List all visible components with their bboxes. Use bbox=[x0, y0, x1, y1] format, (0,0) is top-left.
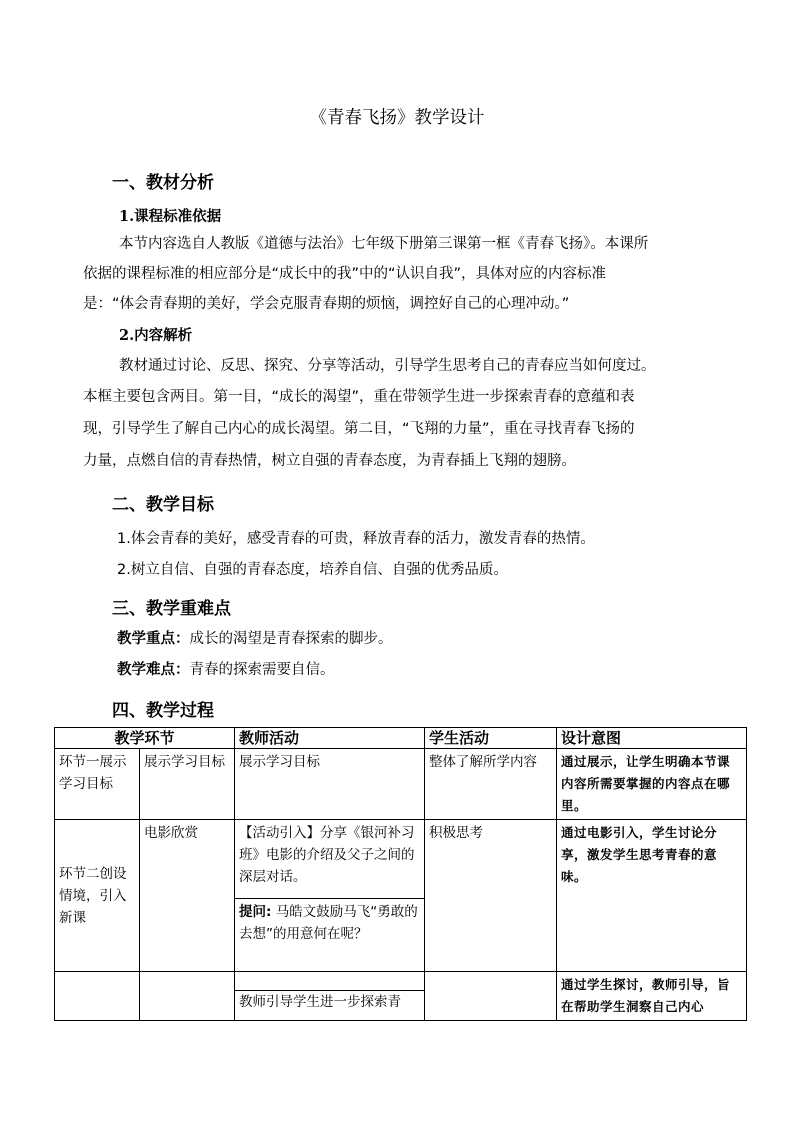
sub-stage-cell: 电影欣赏 bbox=[140, 820, 235, 972]
subheading-curriculum: 1.课程标准依据 bbox=[119, 208, 222, 225]
paragraph-line: 本节内容选自人教版《道德与法治》七年级下册第三课第一框《青春飞扬》。本课所 bbox=[119, 236, 649, 252]
difficult-point bbox=[117, 658, 335, 679]
question-text: 马皓文鼓励马飞“勇敢的去想”的用意何在呢？ bbox=[239, 904, 418, 942]
table-row bbox=[55, 820, 747, 972]
teaching-process-table bbox=[54, 727, 747, 1021]
teacher-activity-intro: 【活动引入】分享《银河补习班》电影的介绍及父子之间的深层对话。 bbox=[239, 825, 415, 885]
stage-cell: 环节二创设情境，引入新课 bbox=[55, 820, 140, 972]
teacher-cell bbox=[235, 820, 425, 972]
key-point-label: 教学重点： bbox=[117, 631, 190, 647]
teacher-cell bbox=[235, 972, 425, 1021]
section-heading-goals: 二、教学目标 bbox=[112, 495, 214, 515]
paragraph-line: 是：“体会青春期的美好，学会克服青春期的烦恼，调控好自己的心理冲动。” bbox=[83, 296, 570, 312]
student-cell: 整体了解所学内容 bbox=[425, 749, 557, 820]
subheading-content: 2.内容解析 bbox=[119, 327, 193, 344]
difficult-point-text: 青春的探索需要自信。 bbox=[189, 662, 335, 678]
header-stage: 教学环节 bbox=[55, 728, 235, 749]
header-teacher: 教师活动 bbox=[235, 728, 425, 749]
teacher-cell: 展示学习目标 bbox=[235, 749, 425, 820]
paragraph-line: 现，引导学生了解自己内心的成长渴望。第二目，“飞翔的力量”，重在寻找青春飞扬的 bbox=[83, 421, 635, 437]
section-heading-process: 四、教学过程 bbox=[112, 701, 214, 721]
header-intent: 设计意图 bbox=[557, 728, 747, 749]
student-cell: 积极思考 bbox=[425, 820, 557, 972]
section-heading-key-points: 三、教学重难点 bbox=[112, 599, 231, 619]
sub-stage-cell: 展示学习目标 bbox=[140, 749, 235, 820]
intent-cell: 通过电影引入，学生讨论分享，激发学生思考青春的意味。 bbox=[557, 820, 747, 972]
paragraph-line: 依据的课程标准的相应部分是“成长中的我”中的“认识自我”，具体对应的内容标准 bbox=[83, 266, 607, 282]
document-title: 《青春飞扬》教学设计 bbox=[309, 108, 485, 128]
goal-item: 2.树立自信、自强的青春态度，培养自信、自强的优秀品质。 bbox=[117, 562, 508, 578]
difficult-point-label: 教学难点： bbox=[117, 662, 190, 678]
key-point bbox=[117, 627, 393, 648]
student-cell bbox=[425, 972, 557, 1021]
paragraph-line: 本框主要包含两目。第一目，“成长的渴望”，重在带领学生进一步探索青春的意蕴和表 bbox=[83, 389, 635, 405]
goal-item: 1.体会青春的美好，感受青春的可贵，释放青春的活力，激发青春的热情。 bbox=[117, 531, 595, 547]
key-point-text: 成长的渴望是青春探索的脚步。 bbox=[189, 631, 393, 647]
teacher-activity-question bbox=[235, 898, 424, 969]
paragraph-line: 力量，点燃自信的青春热情，树立自强的青春态度，为青春插上飞翔的翅膀。 bbox=[83, 453, 576, 469]
stage-cell: 环节一展示学习目标 bbox=[55, 749, 140, 820]
teacher-activity-empty bbox=[239, 972, 420, 990]
intent-cell: 通过学生探讨，教师引导，旨在帮助学生洞察自己内心 bbox=[557, 972, 747, 1021]
teacher-activity-explore: 教师引导学生进一步探索青 bbox=[235, 990, 424, 1013]
stage-cell bbox=[55, 972, 140, 1021]
paragraph-line: 教材通过讨论、反思、探究、分享等活动，引导学生思考自己的青春应当如何度过。 bbox=[119, 358, 656, 374]
sub-stage-cell bbox=[140, 972, 235, 1021]
table-header-row bbox=[55, 728, 747, 749]
question-label: 提问: bbox=[239, 904, 272, 920]
section-heading-analysis: 一、教材分析 bbox=[112, 173, 214, 193]
header-student: 学生活动 bbox=[425, 728, 557, 749]
table-row bbox=[55, 749, 747, 820]
intent-cell: 通过展示，让学生明确本节课内容所需要掌握的内容点在哪里。 bbox=[557, 749, 747, 820]
table-row bbox=[55, 972, 747, 1021]
